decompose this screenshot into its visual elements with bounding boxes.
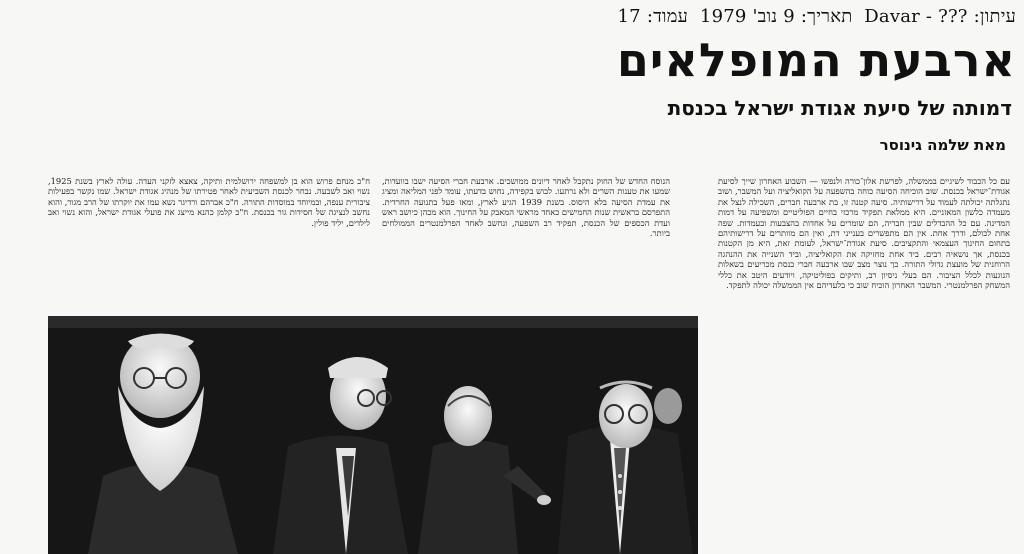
source-label: עיתון: [973, 6, 1016, 27]
clipping-header [590, 6, 1016, 27]
date-value: 9 נוב' 1979 [699, 6, 795, 27]
article-byline: מאת שלמה גינוסר [879, 136, 1006, 154]
date-label: תאריך: [800, 6, 853, 27]
article-photo [48, 316, 698, 554]
photo-image [48, 316, 698, 554]
article-column-1 [718, 176, 1010, 548]
article-subtitle: דמותה של סיעת אגודת ישראל בכנסת [667, 96, 1012, 120]
page-label: עמוד: [646, 6, 688, 27]
article-column-2-text: הנוסח החדש של החוק נתקבל לאחר דיונים ממושכים. ארבעת חברי הסיעה ישבו בוועדות, שמעו את טענות השרים ולא נרתעו. לבוש בקפידה, נחוש בדעתו, עומד לפני המליאה ומציג את עמדת הסיעה בלא היסוס. בשנת 1939 הגיע לארץ, ומאז פעל בתנועה החרדית. התפרסם בראשית שנות החמישים כאחד מראשי המאבק על החינוך. הוא מכהן כיושב ראש ועדת הכספים של הכנסת, תפקיד רב השפעה, ונחשב לאחד הפרלמנטרים הממולחים ביותר. [382, 176, 670, 239]
article-column-1-text: עם כל הכבוד לשיגיים בממשלה, לפרשת אלון־כורה ולנפשו — השבוע האחרון שייך לסיעת אגודת־ישראל בכנסת. שוב הוכיחה הסיעה כוחה בהשפעה על הקואליציה ועל המשבר, ושוב נתגלתה יכולתה לעמוד על דרישותיה. סיעה קטנה זו, בת ארבעה חברים, השכילה לנצל את מעמדה כלשון המאזניים. היא ממלאת תפקיד מרכזי בחיים הפוליטיים ומשפיעה על דמות המדינה. עם כל ההבדלים שבין חבריה, הם שומרים על אחדות בהצבעות ובעמדות. שפה אחת לכולם, ודרך אחת. אין הם מתפשרים בענייני דת, ואין הם מוותרים על דרישותיהם בתחום החינוך העצמאי והתקציבים. סיעת אגודת־ישראל, לעומת זאת, היא מן הקטנות בכנסת, אך נושאיה רבים. ביד אחת מחזיקה את הקואליציה, וביד השנייה את ההנהגה הרוחנית של מועצת גדולי התורה. כך נוצר מצב שבו ארבעה חברי כנסת מכריעים בשאלות הנוגעות לכלל הציבור. הם בעלי ניסיון רב, ותיקים בפוליטיקה, ויודעים היטב את כללי המשחק הפרלמנטרי. המשבר האחרון הוכיח שוב כי בלעדיהם אין הממשלה יכולה לתפקד. [718, 176, 1010, 291]
article-column-2 [382, 176, 670, 306]
article-column-3-text: ח"כ מנחם פרוש הוא בן למשפחה ירושלמית ותיקה, צאצא לזקני העדה. עולה לארץ בשנת 1925, נשוי ואב לשבעה. נבחר לכנסת השביעית לאחר פטירתו של מנהיג אגודת ישראל. שמו נקשר בפעילות ציבורית ענפה, ובמיוחד במוסדות התורה. ח"כ אברהם ורדיגר נשא עמו את יוקרתו של הרב מגור, והוא נחשב לנציגה של חסידות גור בכנסת. ח"כ קלמן כהנא מייצג את פועלי אגודת ישראל, והוא נשוי ואב לילדים, יליד פולין. [48, 176, 370, 228]
article-title: ארבעת המופלאים [616, 33, 1016, 87]
page-value: 17 [617, 6, 641, 27]
source-value: ??? - Davar [864, 6, 968, 27]
article-column-3 [48, 176, 370, 310]
